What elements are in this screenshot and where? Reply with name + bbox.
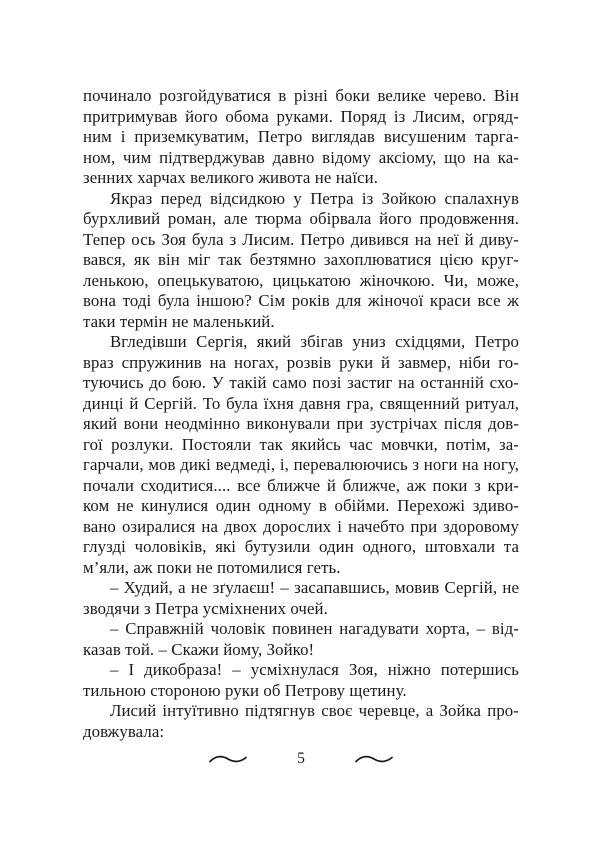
text-line: динці й Сергій. То була їхня давня гра, священний ритуал,	[83, 393, 519, 413]
text-line: Вгледівши Сергія, який збігав униз східцями, Петро	[110, 332, 519, 351]
text-line: туючись до бою. У такій само позі застиг на останній схо-	[83, 373, 519, 392]
text-line: тильною стороною руки об Петрову щетину.	[83, 680, 407, 700]
text-line: вався, як він міг так безтямно захоплюватися цією круг-	[83, 250, 519, 269]
text-line: таки термін не маленький.	[83, 311, 275, 331]
text-line: довжувала:	[83, 721, 165, 741]
text-line: гої розлуки. Постояли так якийсь час мовчки, потім, за-	[83, 434, 519, 454]
swash-tilde-icon	[208, 754, 248, 765]
text-line: глузді чоловіків, які бутузили один одного, штовхали та	[83, 537, 519, 556]
text-line: вано озиралися на двох дорослих і начебто при здоровому	[83, 516, 519, 536]
text-line: казав той. – Скажи йому, Зойко!	[83, 639, 315, 659]
text-line: – Справжній чоловік повинен нагадувати хорта, – від-	[110, 619, 519, 638]
text-line: ленькою, опецькуватою, цицькатою жіночкою. Чи, може,	[83, 270, 519, 290]
text-line: ком не кинулися один одному в обійми. Перехожі здиво-	[83, 496, 519, 515]
text-line: м’яли, аж поки не потомилися геть.	[83, 557, 341, 577]
text-line: притримував його обома руками. Поряд із Лисим, огряд-	[83, 106, 519, 126]
text-line: зводячи з Петра усміхнених очей.	[83, 598, 328, 618]
text-line: Лисий інтуїтивно підтягнув своє черевце, а Зойка про-	[110, 701, 519, 720]
text-line: починало розгойдуватися в різні боки велике черево. Він	[83, 86, 519, 105]
text-line: ном, чим підтверджував давно відому аксіому, що на ка-	[83, 147, 519, 167]
text-line: Тепер ось Зоя була з Лисим. Петро дивився на неї й диву-	[83, 229, 519, 249]
text-line: – І дикобраза! – усміхнулася Зоя, ніжно потершись	[110, 660, 519, 679]
swash-tilde-icon	[354, 754, 394, 765]
text-line: гарчали, мов дикі ведмеді, і, перевалюючись з ноги на ногу,	[83, 455, 519, 474]
text-line: який вони неодмінно виконували при зустрічах після дов-	[83, 414, 519, 433]
text-line: враз спружинив на ногах, розвів руки й завмер, ніби го-	[83, 352, 519, 372]
text-line: зенних харчах великого живота не наїси.	[83, 168, 379, 187]
page-number: 5	[297, 750, 305, 767]
text-line: бурхливий роман, але тюрма обірвала його продовження.	[83, 209, 519, 228]
text-line: вона тоді була іншою? Сім років для жіночої краси все ж	[83, 291, 519, 310]
text-block	[83, 86, 519, 742]
text-line: – Худий, а не зґулаєш! – засапавшись, мовив Сергій, не	[110, 578, 519, 597]
text-line: Якраз перед відсидкою у Петра із Зойкою спалахнув	[110, 188, 519, 208]
text-line: ним і приземкуватим, Петро виглядав висушеним тарга-	[83, 127, 519, 146]
page-footer	[83, 749, 519, 769]
text-line: почали сходитися.... все ближче й ближче, аж поки з кри-	[83, 475, 519, 495]
